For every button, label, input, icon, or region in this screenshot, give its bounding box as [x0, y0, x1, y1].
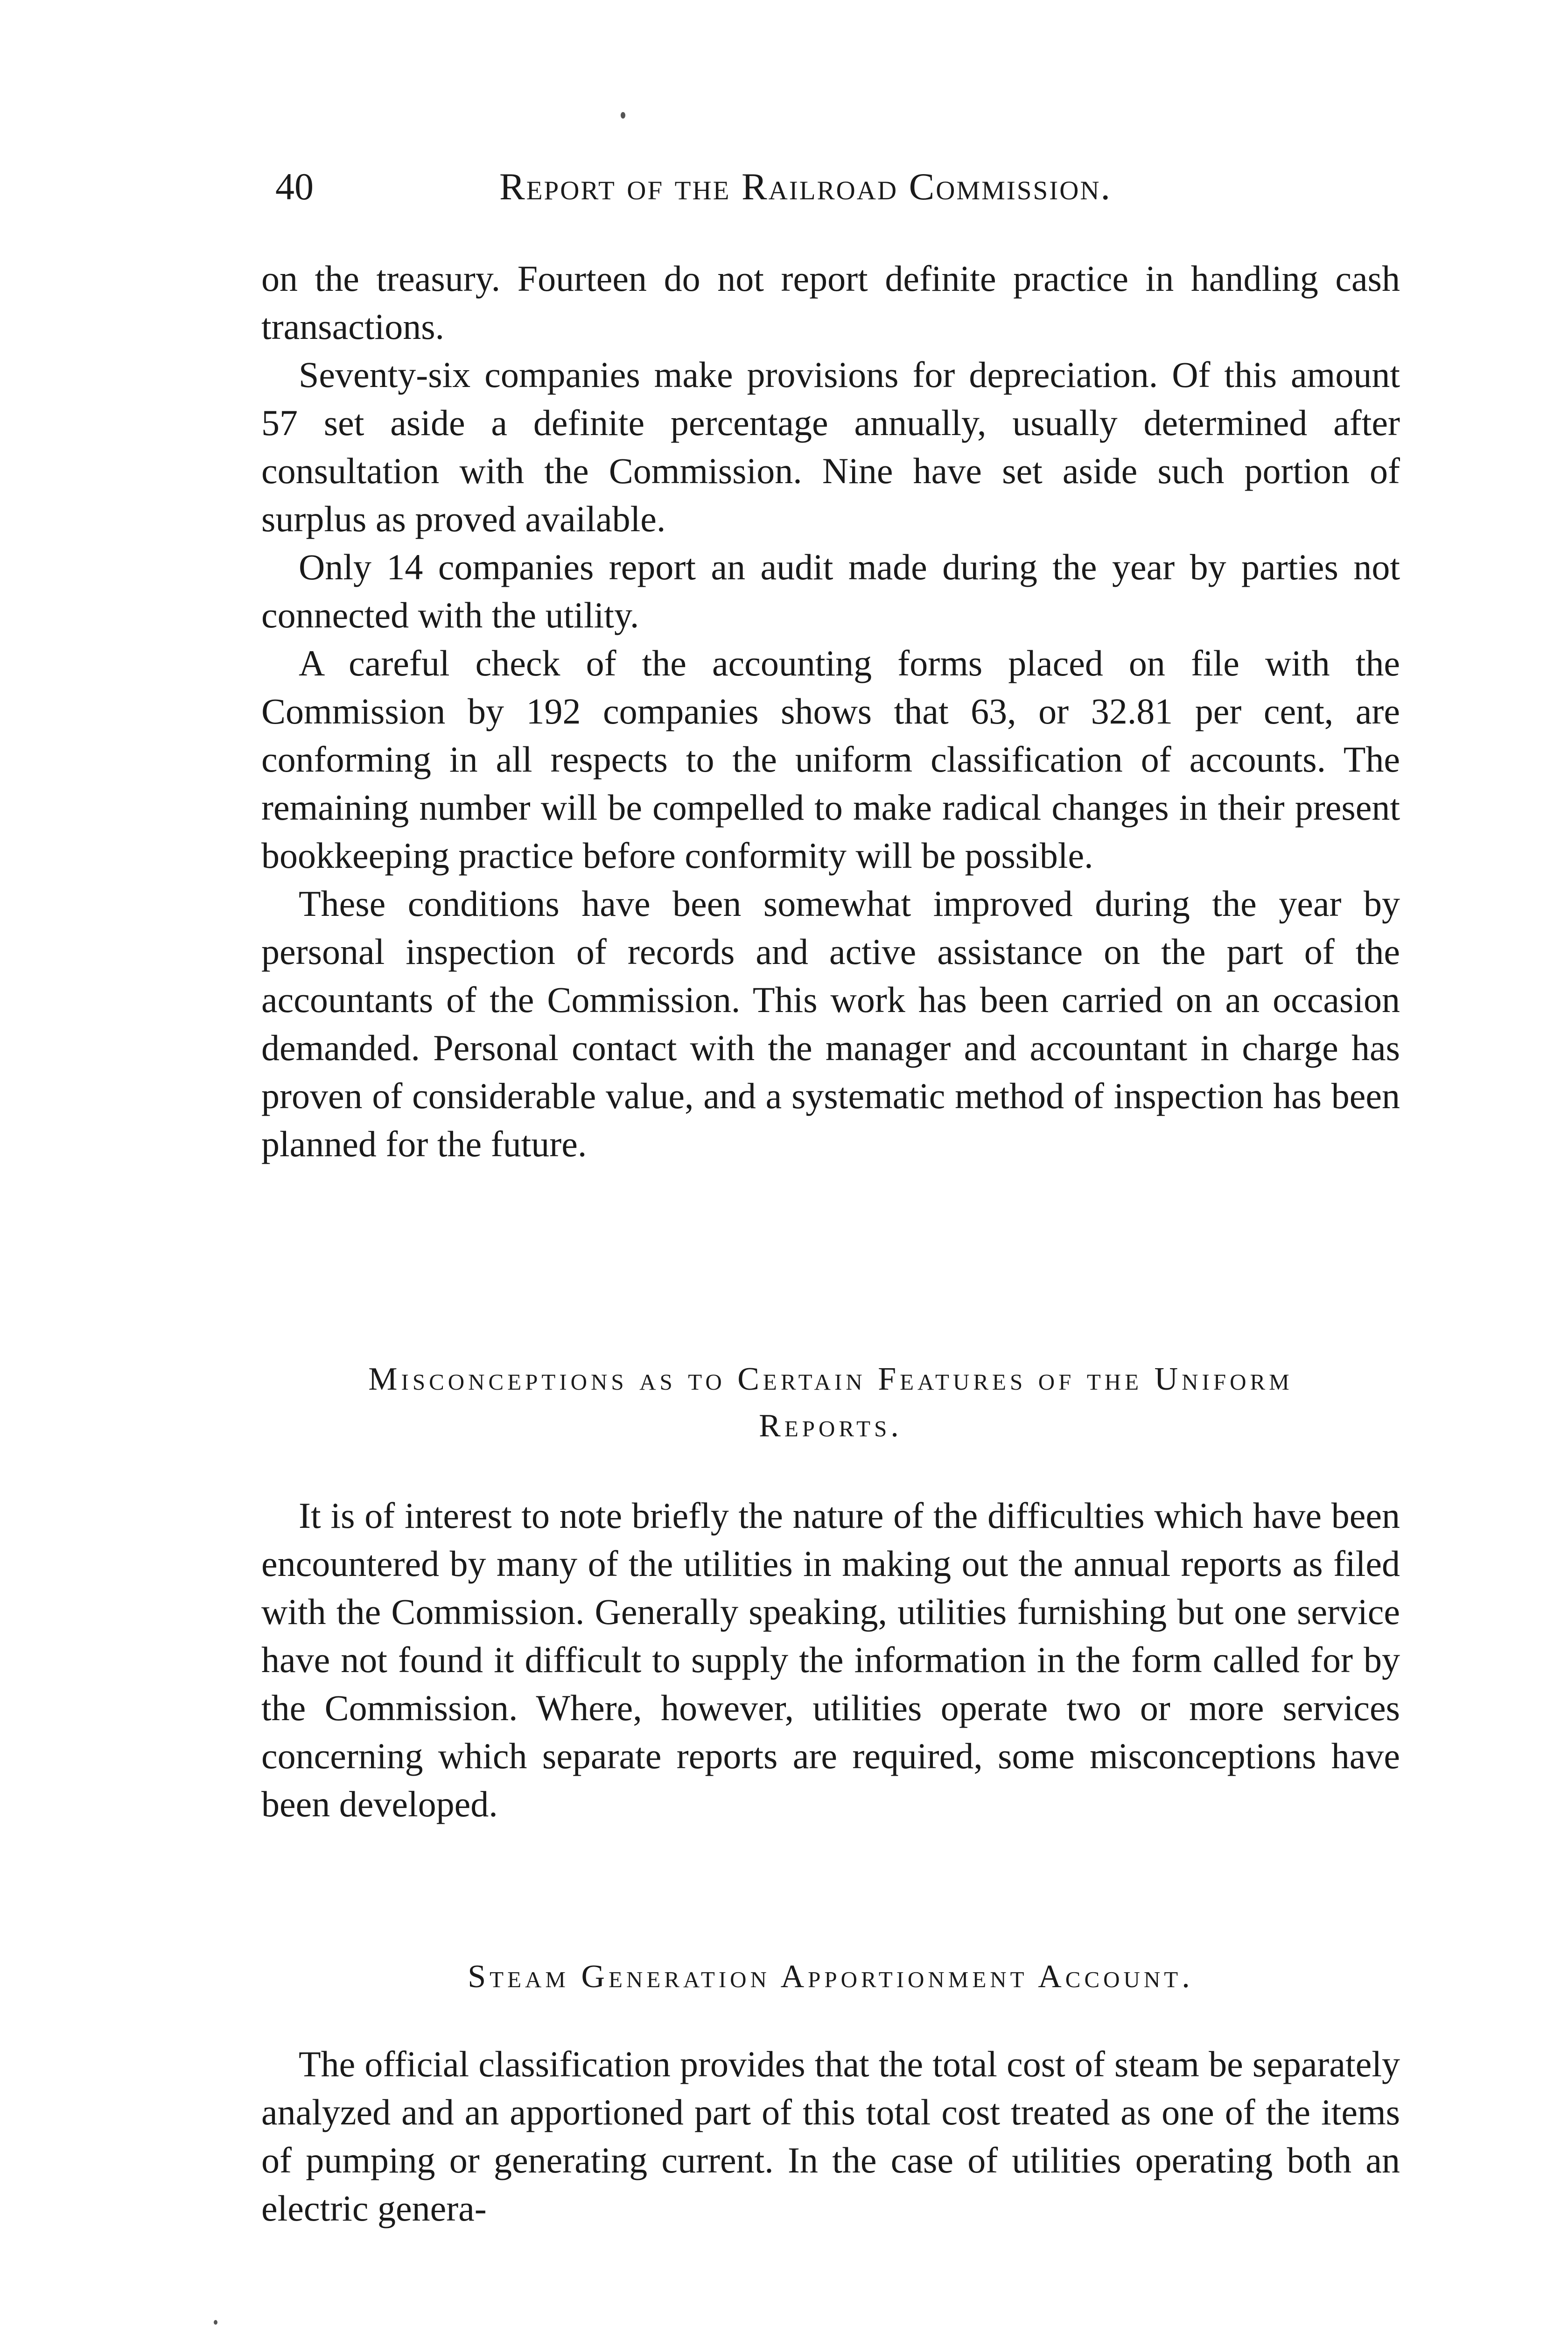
section-1-body: [261, 254, 1400, 1168]
section-heading-misconceptions: [261, 1356, 1400, 1449]
paragraph: A careful check of the accounting forms placed on file with the Commission by 192 companies shows that 63, or 32.81 per cent, are conforming in all respects to the uniform classification of accounts. The remaining number will be compelled to make radical changes in their present bookkeeping practice before conformity will be possible.: [261, 643, 1400, 876]
paragraph: The official classification provides that the total cost of steam be separately analyzed and an apportioned part of this total cost treated as one of the items of pumping or generating current. In the case of utilities operating both an electric genera-: [261, 2044, 1400, 2229]
paragraph: It is of interest to note briefly the nature of the difficulties which have been encountered by many of the utilities in making out the annual reports as filed with the Commission. Generally speaking, utilities furnishing but one service have not found it difficult to supply the information in the form called for by the Commission. Where, however, utilities operate two or more services concerning which separate reports are required, some misconceptions have been developed.: [261, 1495, 1400, 1824]
heading-line-1: Misconceptions as to Certain Features of the Uniform: [368, 1361, 1293, 1397]
page-header: [275, 159, 1405, 215]
section-heading-steam: [261, 1954, 1400, 2000]
section-2-body: [261, 1491, 1400, 1828]
heading-line-2: Reports.: [759, 1408, 903, 1444]
paragraph: Seventy-six companies make provisions for depreciation. Of this amount 57 set aside a definite percentage annually, usually determined after consultation with the Commission. Nine have set aside such portion of surplus as proved available.: [261, 354, 1400, 539]
paragraph: These conditions have been somewhat improved during the year by personal inspection of records and active assistance on the part of the accountants of the Commission. This work has been carried on an occasion demanded. Personal contact with the manager and accountant in charge has proven of considerable value, and a systematic method of inspection has been planned for the future.: [261, 883, 1400, 1164]
scan-speck: [214, 2320, 217, 2325]
paragraph: on the treasury. Fourteen do not report definite practice in handling cash transactions.: [261, 258, 1400, 347]
paragraph: Only 14 companies report an audit made during the year by parties not connected with the utility.: [261, 547, 1400, 635]
scan-speck: [621, 112, 625, 119]
heading-line: Steam Generation Apportionment Account.: [468, 1959, 1194, 1995]
running-title: Report of the Railroad Commission.: [499, 165, 1112, 208]
section-3-body: [261, 2040, 1400, 2232]
page-number: 40: [275, 165, 314, 208]
